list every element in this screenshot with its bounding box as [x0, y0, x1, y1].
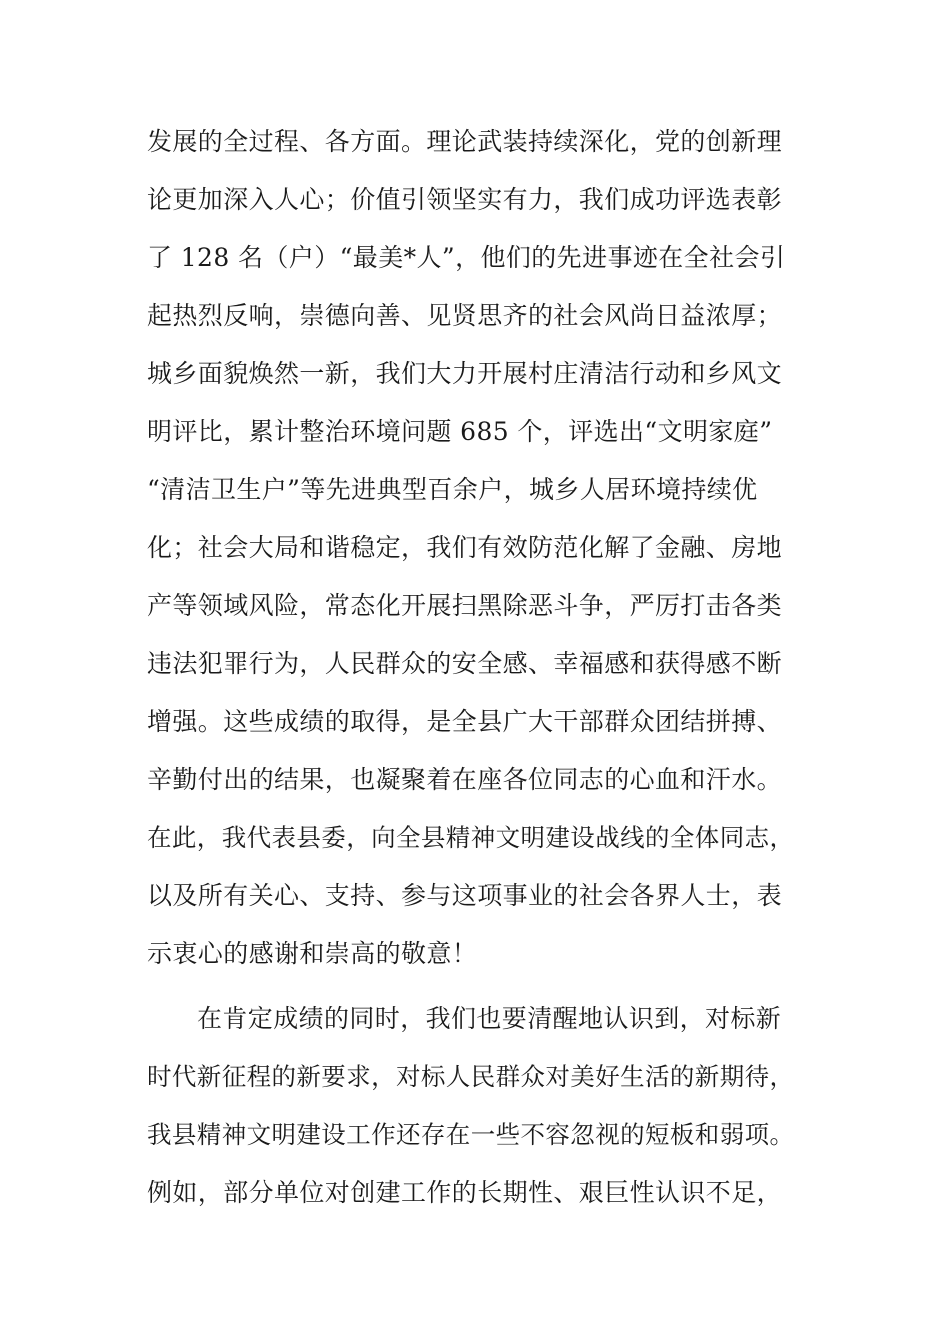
- text-line: 时代新征程的新要求，对标人民群众对美好生活的新期待，: [147, 1062, 795, 1091]
- text-line: 辛勤付出的结果，也凝聚着在座各位同志的心血和汗水。: [147, 765, 783, 794]
- text-line: 明评比，累计整治环境问题 685 个，评选出“文明家庭”: [147, 417, 773, 446]
- text-line: 化；社会大局和谐稳定，我们有效防范化解了金融、房地: [147, 533, 783, 562]
- text-line: “清洁卫生户”等先进典型百余户，城乡人居环境持续优: [147, 475, 758, 504]
- text-line: 论更加深入人心；价值引领坚实有力，我们成功评选表彰: [147, 185, 783, 214]
- text-line: 以及所有关心、支持、参与这项事业的社会各界人士，表: [147, 881, 783, 910]
- text-line: 在此，我代表县委，向全县精神文明建设战线的全体同志，: [147, 823, 795, 852]
- text-line: 例如，部分单位对创建工作的长期性、艰巨性认识不足，: [147, 1178, 783, 1207]
- text-line: 在肯定成绩的同时，我们也要清醒地认识到，对标新: [197, 1004, 782, 1033]
- text-line: 了 128 名（户）“最美*人”，他们的先进事迹在全社会引: [147, 243, 786, 272]
- text-line: 城乡面貌焕然一新，我们大力开展村庄清洁行动和乡风文: [147, 359, 783, 388]
- text-line: 增强。这些成绩的取得，是全县广大干部群众团结拼搏、: [147, 707, 783, 736]
- text-line: 发展的全过程、各方面。理论武装持续深化，党的创新理: [147, 127, 783, 156]
- text-line: 起热烈反响，崇德向善、见贤思齐的社会风尚日益浓厚；: [147, 301, 783, 330]
- text-line: 示衷心的感谢和崇高的敬意！: [147, 939, 478, 968]
- text-line: 产等领域风险，常态化开展扫黑除恶斗争，严厉打击各类: [147, 591, 783, 620]
- text-line: 违法犯罪行为，人民群众的安全感、幸福感和获得感不断: [147, 649, 783, 678]
- text-line: 我县精神文明建设工作还存在一些不容忽视的短板和弱项。: [147, 1120, 795, 1149]
